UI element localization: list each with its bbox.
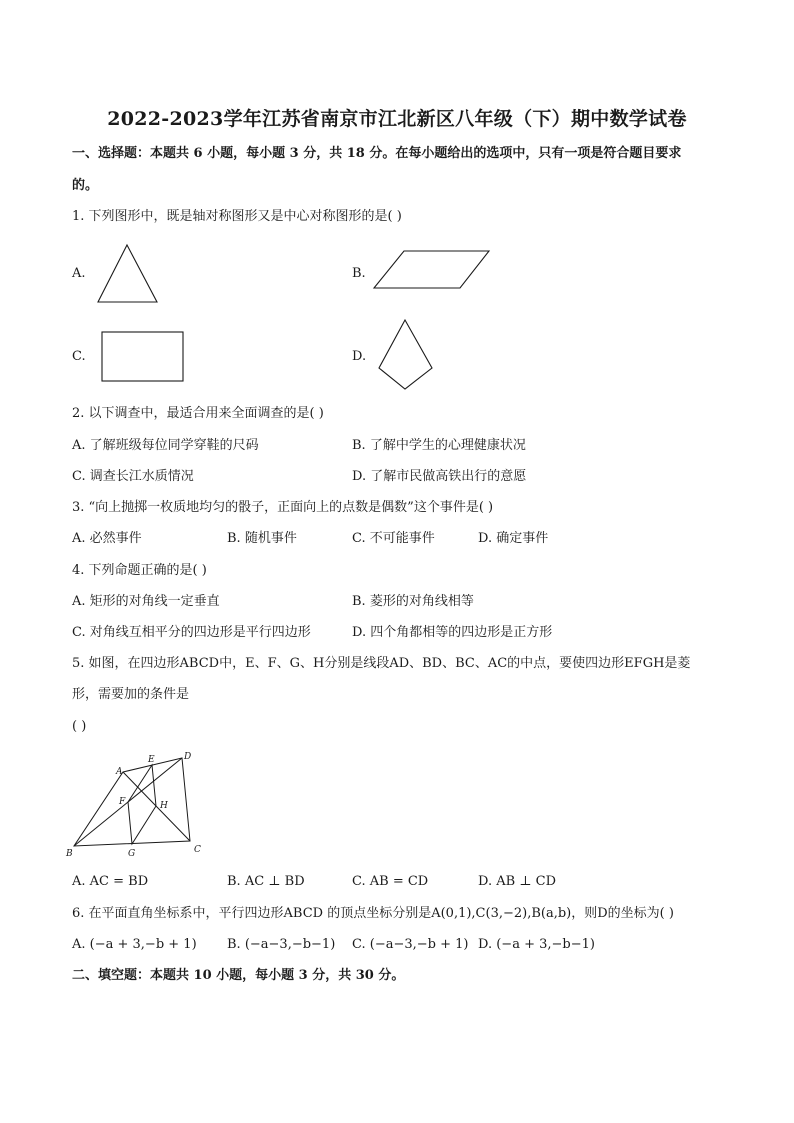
q4-option-a: A. 矩形的对角线一定垂直 bbox=[72, 594, 220, 609]
q5-label-a: A bbox=[116, 767, 123, 777]
q1-option-a-label: A. bbox=[72, 266, 86, 281]
q5-option-c: C. AB = CD bbox=[352, 874, 429, 889]
q5-label-c: C bbox=[194, 845, 201, 855]
q2-option-c: C. 调查长江水质情况 bbox=[72, 469, 194, 484]
q4-stem: 4. 下列命题正确的是( ) bbox=[72, 563, 207, 578]
q1-option-b-label: B. bbox=[352, 266, 366, 281]
q5-label-e: E bbox=[148, 755, 155, 765]
q1-stem: 1. 下列图形中，既是轴对称图形又是中心对称图形的是( ) bbox=[72, 209, 402, 224]
q3-option-c: C. 不可能事件 bbox=[352, 531, 435, 546]
q5-label-d: D bbox=[184, 752, 192, 762]
q6-option-b: B. (−a−3,−b−1) bbox=[227, 937, 336, 952]
q2-option-a: A. 了解班级每位同学穿鞋的尺码 bbox=[72, 438, 259, 453]
q5-option-a: A. AC = BD bbox=[72, 874, 149, 889]
section2-heading: 二、填空题：本题共 10 小题，每小题 3 分，共 30 分。 bbox=[72, 968, 405, 983]
q6-option-a: A. (−a + 3,−b + 1) bbox=[72, 937, 197, 952]
q5-label-g: G bbox=[128, 849, 136, 859]
q5-stem-cont: 形，需要加的条件是 bbox=[72, 687, 190, 702]
q1-option-d-label: D. bbox=[352, 349, 367, 364]
q4-option-b: B. 菱形的对角线相等 bbox=[352, 594, 474, 609]
q1-parallelogram-figure bbox=[372, 249, 492, 291]
q5-label-h: H bbox=[160, 801, 168, 811]
q1-rectangle-figure bbox=[100, 330, 186, 384]
q2-option-b: B. 了解中学生的心理健康状况 bbox=[352, 438, 526, 453]
q3-option-a: A. 必然事件 bbox=[72, 531, 142, 546]
q1-option-c-label: C. bbox=[72, 349, 86, 364]
q6-stem: 6. 在平面直角坐标系中，平行四边形ABCD 的顶点坐标分别是A(0,1),C(3,−2),B(a,b)，则D的坐标为( ) bbox=[72, 906, 674, 921]
q6-option-c: C. (−a−3,−b + 1) bbox=[352, 937, 469, 952]
q4-option-c: C. 对角线互相平分的四边形是平行四边形 bbox=[72, 625, 311, 640]
q1-kite-figure bbox=[377, 318, 435, 392]
q3-option-b: B. 随机事件 bbox=[227, 531, 297, 546]
q5-stem: 5. 如图，在四边形ABCD中，E、F、G、H分别是线段AD、BD、BC、AC的中点，要使四边形EFGH是菱 bbox=[72, 656, 691, 671]
section1-heading: 一、选择题：本题共 6 小题，每小题 3 分，共 18 分。在每小题给出的选项中，只有一项是符合题目要求 bbox=[72, 146, 682, 161]
page-title: 2022-2023学年江苏省南京市江北新区八年级（下）期中数学试卷 bbox=[107, 108, 687, 130]
q5-option-b: B. AC ⊥ BD bbox=[227, 874, 305, 889]
q2-option-d: D. 了解市民做高铁出行的意愿 bbox=[352, 469, 527, 484]
q5-label-f: F bbox=[119, 797, 126, 807]
q1-triangle-figure bbox=[96, 243, 160, 305]
q5-quadrilateral-figure bbox=[66, 748, 216, 864]
q5-option-d: D. AB ⊥ CD bbox=[478, 874, 557, 889]
q6-option-d: D. (−a + 3,−b−1) bbox=[478, 937, 595, 952]
section1-heading-cont: 的。 bbox=[72, 178, 99, 193]
q3-stem: 3. “向上抛掷一枚质地均匀的骰子，正面向上的点数是偶数”这个事件是( ) bbox=[72, 500, 494, 515]
q2-stem: 2. 以下调查中，最适合用来全面调查的是( ) bbox=[72, 406, 324, 421]
q5-label-b: B bbox=[66, 849, 73, 859]
q4-option-d: D. 四个角都相等的四边形是正方形 bbox=[352, 625, 553, 640]
q3-option-d: D. 确定事件 bbox=[478, 531, 549, 546]
q5-answer-paren: ( ) bbox=[72, 719, 87, 734]
